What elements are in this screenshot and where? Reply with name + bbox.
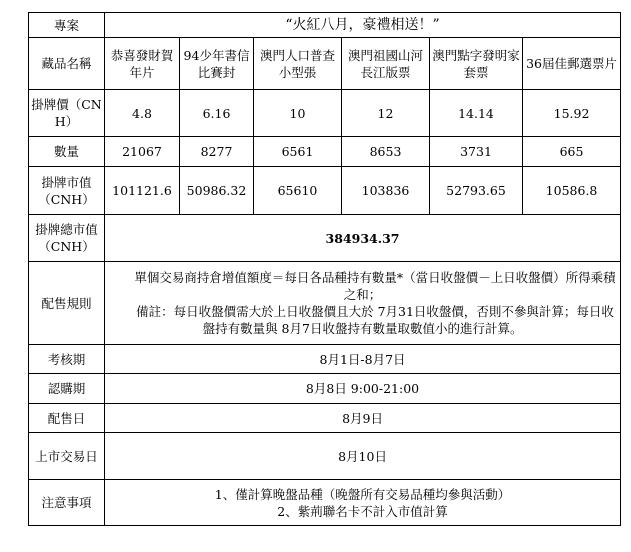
allocation-rule-remark: 備註：每日收盤價需大於上日收盤價且大於 7月31日收盤價，否則不參與計算；每日收盤持有數量與 8月7日收盤持有數量取數值小的進行計算。 (136, 304, 614, 336)
listing-price-cell: 6.16 (180, 90, 254, 137)
subscription-period-row (29, 374, 621, 404)
listing-price-cell: 10 (254, 90, 342, 137)
market-value-label: 掛牌市值（CNH） (29, 167, 105, 215)
market-value-cell: 103836 (342, 167, 430, 215)
collection-item: 94少年書信比賽封 (180, 38, 254, 90)
market-value-row (29, 167, 621, 215)
notes-label: 注意事項 (29, 480, 105, 526)
collection-item: 澳門點字發明家套票 (430, 38, 523, 90)
allocation-rule-text (105, 262, 621, 345)
collection-item: 澳門祖國山河長江版票 (342, 38, 430, 90)
quantity-cell: 665 (523, 137, 621, 167)
project-row (29, 13, 621, 38)
allocation-rule-row (29, 262, 621, 345)
market-value-cell: 10586.8 (523, 167, 621, 215)
collection-row (29, 38, 621, 90)
total-market-value: 384934.37 (105, 215, 621, 262)
total-market-value-label: 掛牌總市值（CNH） (29, 215, 105, 262)
project-label: 專案 (29, 13, 105, 38)
assessment-period-value: 8月1日-8月7日 (105, 345, 621, 374)
promotion-table (28, 12, 621, 526)
allocation-date-value: 8月9日 (105, 404, 621, 433)
market-value-cell: 50986.32 (180, 167, 254, 215)
quantity-cell: 3731 (430, 137, 523, 167)
collection-label: 藏品名稱 (29, 38, 105, 90)
assessment-period-label: 考核期 (29, 345, 105, 374)
listing-price-row (29, 90, 621, 137)
total-market-value-row (29, 215, 621, 262)
listing-date-row (29, 433, 621, 480)
listing-price-cell: 14.14 (430, 90, 523, 137)
subscription-period-value: 8月8日 9:00-21:00 (105, 374, 621, 404)
notes-row (29, 480, 621, 526)
listing-price-cell: 4.8 (105, 90, 180, 137)
listing-price-cell: 15.92 (523, 90, 621, 137)
allocation-date-label: 配售日 (29, 404, 105, 433)
allocation-rule-formula: 單個交易商持倉增值額度＝每日各品種持有數量*（當日收盤價－上日收盤價）所得乘積之和； (134, 270, 616, 302)
market-value-cell: 65610 (254, 167, 342, 215)
listing-price-label: 掛牌價（CNH） (29, 90, 105, 137)
quantity-row (29, 137, 621, 167)
assessment-period-row (29, 345, 621, 374)
quantity-cell: 6561 (254, 137, 342, 167)
allocation-date-row (29, 404, 621, 433)
notes-line-1: 1、僅計算晚盤品種（晚盤所有交易品種均參與活動） (214, 486, 511, 502)
listing-date-value: 8月10日 (105, 433, 621, 480)
subscription-period-label: 認購期 (29, 374, 105, 404)
quantity-cell: 8277 (180, 137, 254, 167)
quantity-cell: 8653 (342, 137, 430, 167)
listing-date-label: 上市交易日 (29, 433, 105, 480)
project-title: “火紅八月，豪禮相送！” (105, 13, 621, 38)
quantity-label: 數量 (29, 137, 105, 167)
notes-text (105, 480, 621, 526)
quantity-cell: 21067 (105, 137, 180, 167)
allocation-rule-label: 配售規則 (29, 262, 105, 345)
market-value-cell: 101121.6 (105, 167, 180, 215)
notes-line-2: 2、紫荊聯名卡不計入市值計算 (277, 503, 448, 519)
collection-item: 澳門人口普查小型張 (254, 38, 342, 90)
collection-item: 恭喜發財賀年片 (105, 38, 180, 90)
market-value-cell: 52793.65 (430, 167, 523, 215)
collection-item: 36屆佳郵選票片 (523, 38, 621, 90)
listing-price-cell: 12 (342, 90, 430, 137)
